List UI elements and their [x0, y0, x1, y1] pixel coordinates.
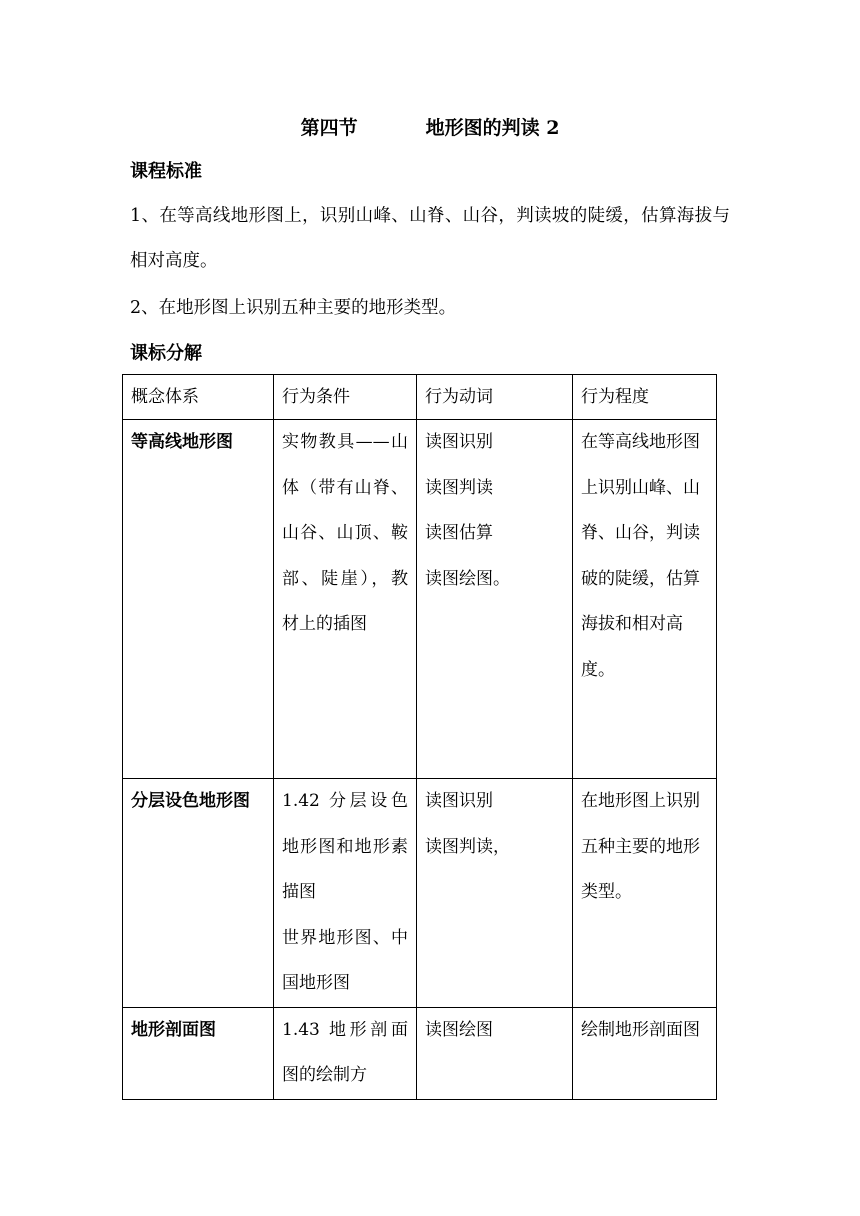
- verb-line: 读图识别: [425, 432, 493, 452]
- verb-line: 读图识别: [425, 791, 493, 811]
- page-title: [0, 114, 860, 142]
- verbs-cell: [417, 420, 573, 779]
- condition-line: 实物教具——山体（带有山脊、山谷、山顶、鞍部、陡崖），教材上的插图: [282, 432, 408, 634]
- verb-line: 读图绘图。: [425, 568, 510, 589]
- table-row: [123, 1007, 717, 1099]
- verbs-cell: [417, 1007, 573, 1099]
- breakdown-table: [122, 374, 717, 1100]
- degree-cell: 在地形图上识别五种主要的地形类型。: [573, 779, 717, 1008]
- concept-cell: 等高线地形图: [123, 420, 274, 779]
- table-header-row: [123, 375, 717, 420]
- condition-cell: [274, 779, 417, 1008]
- table-row: [123, 420, 717, 779]
- concept-cell: 分层设色地形图: [123, 779, 274, 1008]
- standard-item-2: 2、在地形图上识别五种主要的地形类型。: [130, 298, 457, 318]
- condition-line: 世界地形图、中国地形图: [282, 927, 408, 993]
- title-section: 第四节: [300, 117, 358, 139]
- verbs-cell: [417, 779, 573, 1008]
- course-standard-heading: 课程标准: [130, 161, 202, 182]
- condition-cell: [274, 420, 417, 779]
- condition-cell: [274, 1007, 417, 1099]
- condition-line: 1.42 分层设色地形图和地形素描图: [282, 791, 408, 902]
- table-row: [123, 779, 717, 1008]
- degree-cell: 绘制地形剖面图: [573, 1007, 717, 1099]
- column-header: 行为动词: [417, 375, 573, 420]
- verb-line: 读图绘图: [425, 1019, 493, 1040]
- degree-cell: 在等高线地形图上识别山峰、山脊、山谷，判读破的陡缓，估算海拔和相对高度。: [573, 420, 717, 779]
- column-header: 概念体系: [123, 375, 274, 420]
- verb-line: 读图判读: [425, 477, 493, 498]
- standard-item-1: 1、在等高线地形图上，识别山峰、山脊、山谷，判读坡的陡缓，估算海拔与相对高度。: [130, 206, 730, 271]
- verb-line: 读图判读，: [425, 836, 510, 857]
- breakdown-heading: 课标分解: [130, 343, 202, 364]
- title-topic: 地形图的判读 2: [425, 117, 560, 139]
- concept-cell: 地形剖面图: [123, 1007, 274, 1099]
- column-header: 行为条件: [274, 375, 417, 420]
- verb-line: 读图估算: [425, 523, 493, 543]
- column-header: 行为程度: [573, 375, 717, 420]
- condition-line: 1.43 地形剖面图的绘制方: [282, 1019, 408, 1085]
